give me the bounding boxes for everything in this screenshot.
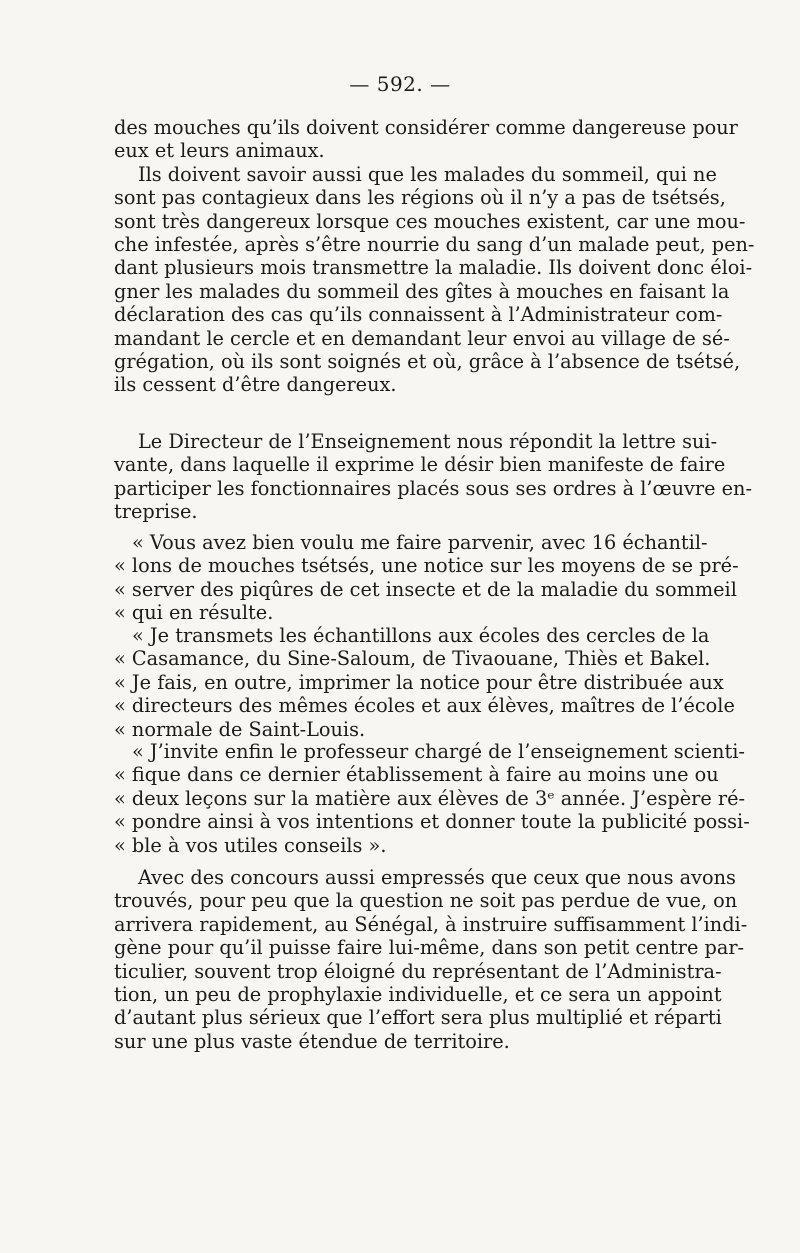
- text-line: ticulier, souvent trop éloigné du représentant de l’Administra-: [114, 959, 722, 983]
- text-line: « Vous avez bien voulu me faire parvenir, avec 16 échantil-: [132, 531, 708, 554]
- text-line: participer les fonctionnaires placés sous ses ordres à l’œuvre en-: [114, 476, 752, 500]
- text-line: che infestée, après s’être nourrie du sang d’un malade peut, pen-: [114, 233, 755, 257]
- text-line: gène pour qu’il puisse faire lui-même, dans son petit centre par-: [114, 936, 745, 960]
- text-line: déclaration des cas qu’ils connaissent à l’Administrateur com-: [114, 303, 723, 327]
- text-line: ils cessent d’être dangereux.: [114, 373, 397, 397]
- text-line: « deux leçons sur la matière aux élèves de 3ᵉ année. J’espère ré-: [114, 786, 746, 810]
- text-line: sur une plus vaste étendue de territoire.: [114, 1029, 510, 1053]
- text-line: tion, un peu de prophylaxie individuelle, et ce sera un appoint: [114, 983, 722, 1007]
- text-line: des mouches qu’ils doivent considérer comme dangereuse pour: [114, 116, 738, 139]
- page-number: — 592. —: [349, 72, 451, 96]
- text-line: d’autant plus sérieux que l’effort sera plus multiplié et réparti: [114, 1006, 722, 1030]
- text-line: « Je fais, en outre, imprimer la notice pour être distribuée aux: [114, 670, 724, 694]
- text-line: grégation, où ils sont soignés et où, grâce à l’absence de tsétsé,: [114, 350, 741, 374]
- text-line: mandant le cercle et en demandant leur envoi au village de sé-: [114, 326, 730, 350]
- text-line: « J’invite enfin le professeur chargé de l’enseignement scienti-: [132, 740, 745, 763]
- text-line: « Casamance, du Sine-Saloum, de Tivaouane, Thiès et Bakel.: [114, 647, 711, 671]
- text-line: « Je transmets les échantillons aux écoles des cercles de la: [132, 624, 710, 647]
- paragraph-director-reply: [114, 430, 752, 524]
- text-line: « normale de Saint-Louis.: [114, 717, 366, 741]
- text-line: Ils doivent savoir aussi que les malades du sommeil, qui ne: [138, 162, 717, 186]
- paragraph-conclusion: [114, 866, 748, 1053]
- text-line: « ble à vos utiles conseils ».: [114, 833, 387, 857]
- text-line: arrivera rapidement, au Sénégal, à instruire suffisamment l’indi-: [114, 912, 748, 936]
- text-line: « qui en résulte.: [114, 601, 274, 625]
- text-line: vante, dans laquelle il exprime le désir bien manifeste de faire: [114, 453, 726, 477]
- text-line: sont très dangereux lorsque ces mouches existent, car une mou-: [114, 209, 746, 233]
- text-line: treprise.: [114, 500, 198, 524]
- text-line: « directeurs des mêmes écoles et aux élèves, maîtres de l’école: [114, 694, 735, 718]
- text-line: Avec des concours aussi empressés que ceux que nous avons: [138, 866, 736, 889]
- text-line: Le Directeur de l’Enseignement nous répondit la lettre sui-: [138, 430, 718, 453]
- quote-paragraph-1: [114, 531, 739, 625]
- text-line: sont pas contagieux dans les régions où il n’y a pas de tsétsés,: [114, 186, 726, 210]
- text-line: trouvés, pour peu que la question ne soit pas perdue de vue, on: [114, 889, 738, 913]
- quote-paragraph-3: [114, 740, 750, 857]
- text-line: « fique dans ce dernier établissement à faire au moins une ou: [114, 763, 719, 787]
- text-line: « lons de mouches tsétsés, une notice sur les moyens de se pré-: [114, 554, 739, 578]
- paragraph-instructions: [114, 116, 755, 397]
- text-line: « pondre ainsi à vos intentions et donner toute la publicité possi-: [114, 810, 750, 834]
- quote-paragraph-2: [114, 624, 735, 741]
- text-line: eux et leurs animaux.: [114, 139, 325, 163]
- text-line: gner les malades du sommeil des gîtes à mouches en faisant la: [114, 279, 730, 303]
- text-line: « server des piqûres de cet insecte et de la maladie du sommeil: [114, 577, 737, 601]
- text-line: dant plusieurs mois transmettre la maladie. Ils doivent donc éloi-: [114, 256, 753, 280]
